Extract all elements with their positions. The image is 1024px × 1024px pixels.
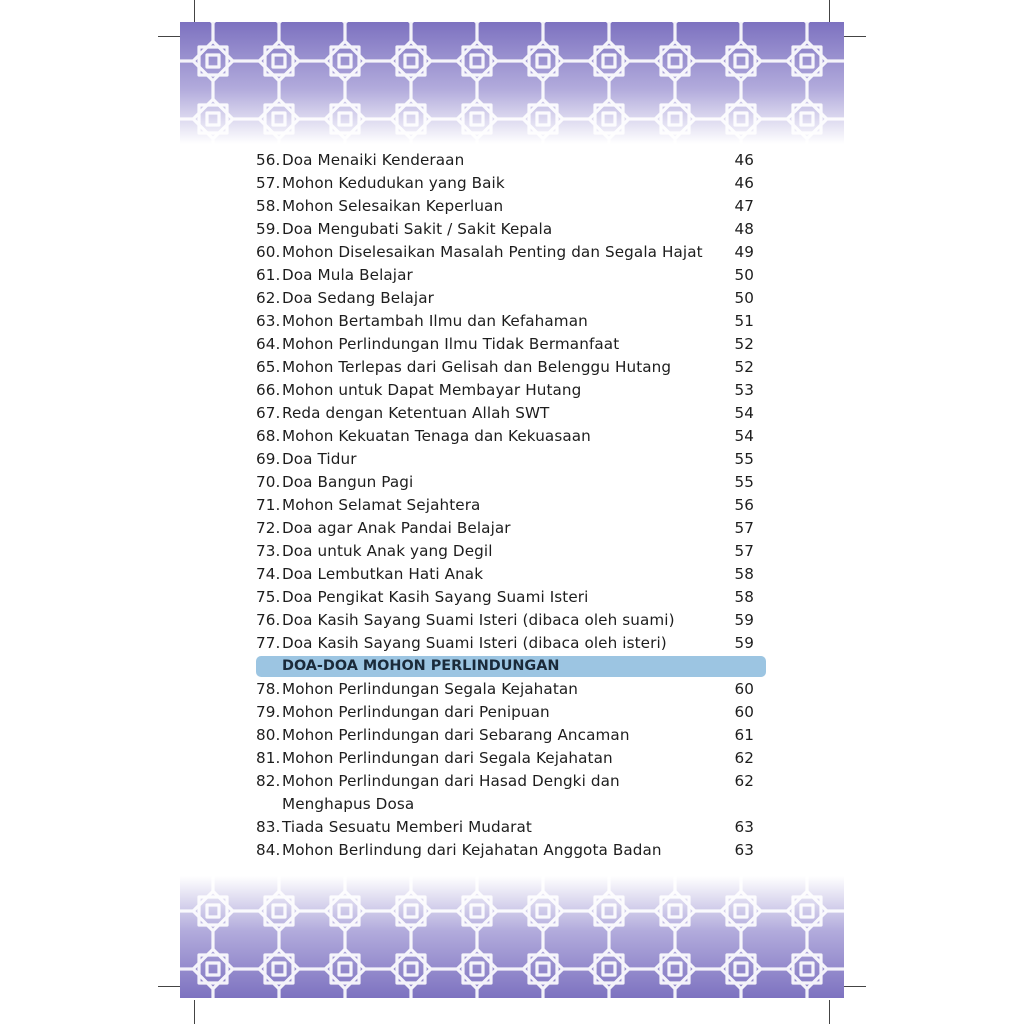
entry-title: Doa Tidur bbox=[282, 450, 357, 468]
toc-entry bbox=[256, 770, 766, 816]
section-heading: DOA-DOA MOHON PERLINDUNGAN bbox=[282, 658, 560, 674]
entry-number: 78. bbox=[256, 680, 281, 698]
toc-entry bbox=[256, 839, 766, 862]
entry-number: 81. bbox=[256, 749, 281, 767]
entry-number: 60. bbox=[256, 243, 281, 261]
entry-number: 62. bbox=[256, 289, 281, 307]
entry-number: 80. bbox=[256, 726, 281, 744]
entry-title: Doa untuk Anak yang Degil bbox=[282, 542, 493, 560]
entry-page: 58 bbox=[734, 565, 754, 583]
entry-number: 83. bbox=[256, 818, 281, 836]
entry-number: 71. bbox=[256, 496, 281, 514]
entry-page: 62 bbox=[734, 749, 754, 767]
entry-page: 47 bbox=[734, 197, 754, 215]
entry-title: Mohon Kedudukan yang Baik bbox=[282, 174, 505, 192]
toc-entry bbox=[256, 471, 766, 494]
entry-page: 54 bbox=[734, 404, 754, 422]
entry-page: 53 bbox=[734, 381, 754, 399]
crop-mark bbox=[158, 36, 180, 37]
entry-page: 48 bbox=[734, 220, 754, 238]
header-ornament-band bbox=[180, 22, 844, 144]
entry-number: 56. bbox=[256, 151, 281, 169]
toc-entry bbox=[256, 402, 766, 425]
toc-entry bbox=[256, 333, 766, 356]
entry-page: 49 bbox=[734, 243, 754, 261]
entry-number: 66. bbox=[256, 381, 281, 399]
entry-title: Mohon Perlindungan dari Penipuan bbox=[282, 703, 550, 721]
entry-page: 46 bbox=[734, 151, 754, 169]
toc-entry bbox=[256, 517, 766, 540]
toc-entry bbox=[256, 678, 766, 701]
entry-number: 73. bbox=[256, 542, 281, 560]
toc-entry bbox=[256, 724, 766, 747]
entry-title: Tiada Sesuatu Memberi Mudarat bbox=[282, 818, 532, 836]
entry-page: 46 bbox=[734, 174, 754, 192]
entry-page: 61 bbox=[734, 726, 754, 744]
entry-title: Doa Mengubati Sakit / Sakit Kepala bbox=[282, 220, 553, 238]
toc-entry bbox=[256, 264, 766, 287]
crop-mark bbox=[844, 36, 866, 37]
entry-number: 59. bbox=[256, 220, 281, 238]
entry-number: 84. bbox=[256, 841, 281, 859]
entry-number: 64. bbox=[256, 335, 281, 353]
entry-title: Mohon untuk Dapat Membayar Hutang bbox=[282, 381, 582, 399]
entry-title: Mohon Perlindungan dari Segala Kejahatan bbox=[282, 749, 613, 767]
entry-title: Doa agar Anak Pandai Belajar bbox=[282, 519, 511, 537]
entry-page: 59 bbox=[734, 611, 754, 629]
toc-entry bbox=[256, 310, 766, 333]
toc-entry bbox=[256, 494, 766, 517]
entry-title: Mohon Terlepas dari Gelisah dan Belenggu Hutang bbox=[282, 358, 672, 376]
entry-page: 56 bbox=[734, 496, 754, 514]
entry-page: 57 bbox=[734, 542, 754, 560]
entry-number: 57. bbox=[256, 174, 281, 192]
entry-title: Doa Kasih Sayang Suami Isteri (dibaca oleh suami) bbox=[282, 611, 675, 629]
entry-title: Doa Mula Belajar bbox=[282, 266, 413, 284]
toc-entry bbox=[256, 563, 766, 586]
toc-entry bbox=[256, 287, 766, 310]
toc-entry bbox=[256, 540, 766, 563]
toc-entry bbox=[256, 425, 766, 448]
entry-title: Doa Pengikat Kasih Sayang Suami Isteri bbox=[282, 588, 589, 606]
entry-number: 74. bbox=[256, 565, 281, 583]
entry-page: 57 bbox=[734, 519, 754, 537]
entry-title: Doa Lembutkan Hati Anak bbox=[282, 565, 484, 583]
entry-page: 50 bbox=[734, 289, 754, 307]
entry-number: 72. bbox=[256, 519, 281, 537]
entry-number: 69. bbox=[256, 450, 281, 468]
toc-entry bbox=[256, 586, 766, 609]
entry-page: 60 bbox=[734, 680, 754, 698]
crop-mark bbox=[194, 0, 195, 22]
toc-entry bbox=[256, 816, 766, 839]
entry-number: 76. bbox=[256, 611, 281, 629]
section-heading-bar bbox=[256, 656, 766, 677]
entry-title: Mohon Selamat Sejahtera bbox=[282, 496, 481, 514]
toc-entry bbox=[256, 632, 766, 655]
entry-number: 58. bbox=[256, 197, 281, 215]
crop-mark bbox=[829, 0, 830, 22]
entry-number: 77. bbox=[256, 634, 281, 652]
entry-number: 82. bbox=[256, 772, 281, 790]
toc-entry bbox=[256, 379, 766, 402]
entry-number: 65. bbox=[256, 358, 281, 376]
entry-title: Doa Menaiki Kenderaan bbox=[282, 151, 465, 169]
entry-title: Doa Bangun Pagi bbox=[282, 473, 414, 491]
entry-title: Reda dengan Ketentuan Allah SWT bbox=[282, 404, 550, 422]
entry-number: 61. bbox=[256, 266, 281, 284]
entry-number: 63. bbox=[256, 312, 281, 330]
entry-page: 50 bbox=[734, 266, 754, 284]
toc-entry bbox=[256, 356, 766, 379]
entry-title: Mohon Kekuatan Tenaga dan Kekuasaan bbox=[282, 427, 591, 445]
entry-title: Doa Kasih Sayang Suami Isteri (dibaca oleh isteri) bbox=[282, 634, 667, 652]
entry-page: 55 bbox=[734, 473, 754, 491]
toc-entry bbox=[256, 218, 766, 241]
toc-entry bbox=[256, 195, 766, 218]
crop-mark bbox=[158, 986, 180, 987]
footer-ornament-band bbox=[180, 876, 844, 998]
entry-title: Mohon Perlindungan dari Hasad Dengki dan Menghapus Dosa bbox=[282, 772, 620, 813]
entry-title: Mohon Diselesaikan Masalah Penting dan Segala Hajat bbox=[282, 243, 703, 261]
entry-title: Mohon Perlindungan dari Sebarang Ancaman bbox=[282, 726, 630, 744]
entry-number: 68. bbox=[256, 427, 281, 445]
toc-entry bbox=[256, 609, 766, 632]
entry-page: 60 bbox=[734, 703, 754, 721]
entry-page: 52 bbox=[734, 335, 754, 353]
entry-page: 63 bbox=[734, 841, 754, 859]
entry-number: 75. bbox=[256, 588, 281, 606]
toc-entry bbox=[256, 241, 766, 264]
entry-page: 55 bbox=[734, 450, 754, 468]
toc-entry bbox=[256, 448, 766, 471]
toc-entry bbox=[256, 172, 766, 195]
entry-page: 51 bbox=[734, 312, 754, 330]
entry-page: 54 bbox=[734, 427, 754, 445]
entry-page: 62 bbox=[734, 772, 754, 790]
entry-title: Doa Sedang Belajar bbox=[282, 289, 435, 307]
toc-entry bbox=[256, 149, 766, 172]
entry-title: Mohon Berlindung dari Kejahatan Anggota Badan bbox=[282, 841, 662, 859]
entry-number: 70. bbox=[256, 473, 281, 491]
table-of-contents bbox=[256, 149, 766, 862]
entry-title: Mohon Perlindungan Segala Kejahatan bbox=[282, 680, 579, 698]
toc-entry bbox=[256, 747, 766, 770]
entry-title: Mohon Bertambah Ilmu dan Kefahaman bbox=[282, 312, 588, 330]
entry-title: Mohon Perlindungan Ilmu Tidak Bermanfaat bbox=[282, 335, 620, 353]
entry-page: 63 bbox=[734, 818, 754, 836]
crop-mark bbox=[194, 1000, 195, 1024]
entry-page: 58 bbox=[734, 588, 754, 606]
crop-mark bbox=[844, 986, 866, 987]
toc-entry bbox=[256, 701, 766, 724]
entry-title: Mohon Selesaikan Keperluan bbox=[282, 197, 504, 215]
crop-mark bbox=[829, 1000, 830, 1024]
entry-page: 59 bbox=[734, 634, 754, 652]
entry-page: 52 bbox=[734, 358, 754, 376]
entry-number: 79. bbox=[256, 703, 281, 721]
entry-number: 67. bbox=[256, 404, 281, 422]
